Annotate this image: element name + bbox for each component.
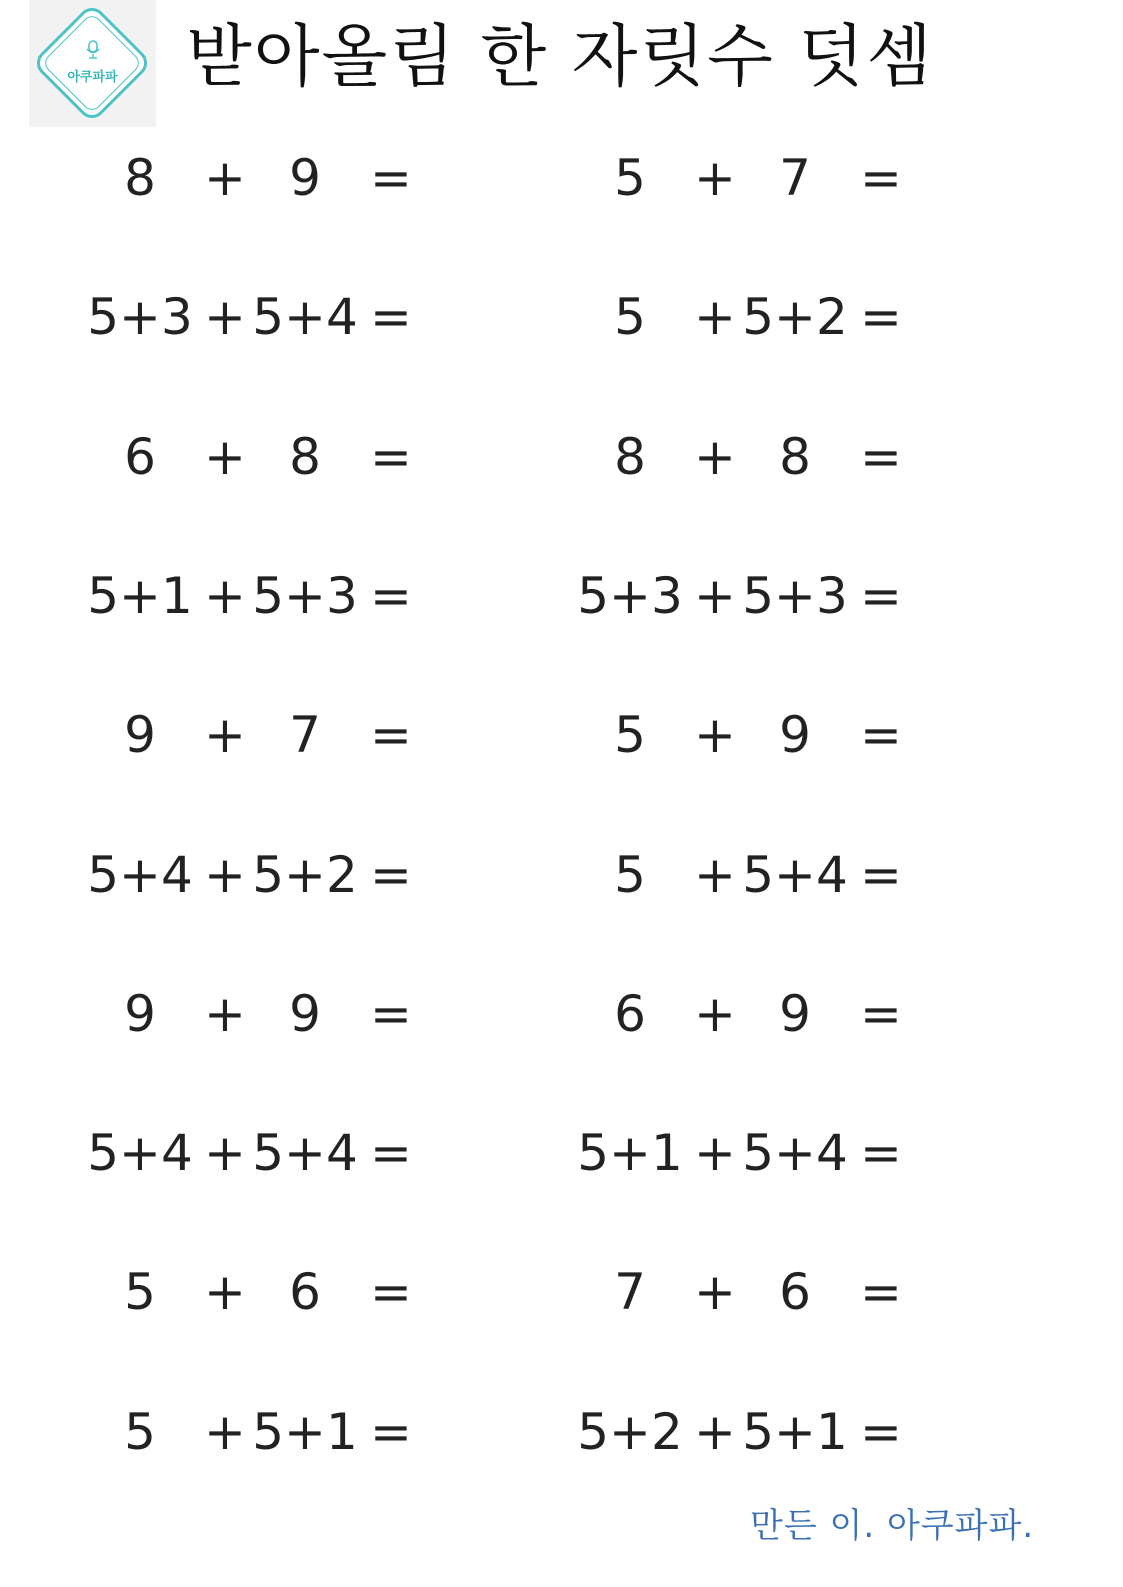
plus-sign: +	[204, 1124, 246, 1182]
operand-a: 5	[614, 706, 646, 764]
equals-sign: =	[370, 1403, 412, 1461]
problem-left	[80, 1392, 440, 1472]
operand-b: 5+4	[742, 846, 848, 904]
footer-credit: 만든 이. 아쿠파파.	[750, 1506, 1035, 1546]
plus-sign: +	[694, 1263, 736, 1321]
operand-a: 5+3	[577, 567, 683, 625]
equals-sign: =	[370, 288, 412, 346]
problem-right	[570, 277, 930, 357]
operand-a: 8	[614, 428, 646, 486]
operand-a: 6	[124, 428, 156, 486]
plus-sign: +	[694, 846, 736, 904]
operand-a: 5+1	[87, 567, 193, 625]
equals-sign: =	[860, 428, 902, 486]
problem-left	[80, 695, 440, 775]
operand-b: 6	[289, 1263, 321, 1321]
equals-sign: =	[370, 985, 412, 1043]
plus-sign: +	[694, 706, 736, 764]
operand-a: 5	[124, 1263, 156, 1321]
operand-a: 9	[124, 985, 156, 1043]
problem-right	[570, 1252, 930, 1332]
logo	[29, 0, 156, 127]
operand-b: 5+3	[252, 567, 358, 625]
problem-left	[80, 1252, 440, 1332]
operand-b: 5+2	[252, 846, 358, 904]
problem-left	[80, 556, 440, 636]
plus-sign: +	[204, 288, 246, 346]
equals-sign: =	[370, 1124, 412, 1182]
equals-sign: =	[860, 567, 902, 625]
equals-sign: =	[860, 1124, 902, 1182]
operand-b: 9	[289, 985, 321, 1043]
operand-a: 5+1	[577, 1124, 683, 1182]
equals-sign: =	[370, 428, 412, 486]
plus-sign: +	[694, 1403, 736, 1461]
operand-b: 5+4	[252, 1124, 358, 1182]
logo-diamond-inner	[41, 12, 143, 114]
operand-b: 7	[289, 706, 321, 764]
problem-right	[570, 835, 930, 915]
problem-right	[570, 695, 930, 775]
equals-sign: =	[860, 706, 902, 764]
problem-right	[570, 556, 930, 636]
operand-b: 5+1	[742, 1403, 848, 1461]
operand-b: 8	[779, 428, 811, 486]
operand-a: 8	[124, 149, 156, 207]
equals-sign: =	[860, 1263, 902, 1321]
operand-a: 5	[614, 288, 646, 346]
plus-sign: +	[694, 567, 736, 625]
plus-sign: +	[204, 1403, 246, 1461]
problem-left	[80, 1113, 440, 1193]
equals-sign: =	[370, 1263, 412, 1321]
operand-a: 5	[614, 149, 646, 207]
plus-sign: +	[204, 846, 246, 904]
plus-sign: +	[204, 428, 246, 486]
plus-sign: +	[204, 567, 246, 625]
operand-a: 5	[614, 846, 646, 904]
equals-sign: =	[370, 706, 412, 764]
plus-sign: +	[694, 428, 736, 486]
plus-sign: +	[694, 985, 736, 1043]
operand-b: 8	[289, 428, 321, 486]
plus-sign: +	[204, 985, 246, 1043]
plus-sign: +	[694, 288, 736, 346]
equals-sign: =	[860, 846, 902, 904]
operand-a: 9	[124, 706, 156, 764]
page-title: 받아올림 한 자릿수 덧셈	[186, 18, 934, 97]
equals-sign: =	[860, 149, 902, 207]
problem-left	[80, 277, 440, 357]
equals-sign: =	[370, 846, 412, 904]
problem-right	[570, 1392, 930, 1472]
operand-b: 6	[779, 1263, 811, 1321]
operand-a: 5+4	[87, 846, 193, 904]
operand-a: 5+2	[577, 1403, 683, 1461]
problem-right	[570, 417, 930, 497]
operand-b: 5+1	[252, 1403, 358, 1461]
equals-sign: =	[860, 1403, 902, 1461]
operand-b: 5+4	[252, 288, 358, 346]
problem-right	[570, 1113, 930, 1193]
operand-a: 6	[614, 985, 646, 1043]
operand-b: 7	[779, 149, 811, 207]
microphone-icon	[85, 40, 101, 60]
operand-b: 9	[779, 706, 811, 764]
problem-right	[570, 974, 930, 1054]
operand-b: 5+3	[742, 567, 848, 625]
equals-sign: =	[860, 985, 902, 1043]
logo-text: 아쿠파파	[67, 70, 118, 85]
equals-sign: =	[370, 149, 412, 207]
equals-sign: =	[370, 567, 412, 625]
operand-a: 5+4	[87, 1124, 193, 1182]
plus-sign: +	[694, 149, 736, 207]
plus-sign: +	[204, 1263, 246, 1321]
operand-b: 9	[289, 149, 321, 207]
operand-a: 5	[124, 1403, 156, 1461]
plus-sign: +	[204, 149, 246, 207]
problem-left	[80, 835, 440, 915]
equals-sign: =	[860, 288, 902, 346]
problem-right	[570, 138, 930, 218]
operand-b: 5+4	[742, 1124, 848, 1182]
operand-a: 5+3	[87, 288, 193, 346]
problem-left	[80, 138, 440, 218]
problem-left	[80, 417, 440, 497]
operand-b: 5+2	[742, 288, 848, 346]
plus-sign: +	[204, 706, 246, 764]
operand-b: 9	[779, 985, 811, 1043]
problem-left	[80, 974, 440, 1054]
operand-a: 7	[614, 1263, 646, 1321]
plus-sign: +	[694, 1124, 736, 1182]
